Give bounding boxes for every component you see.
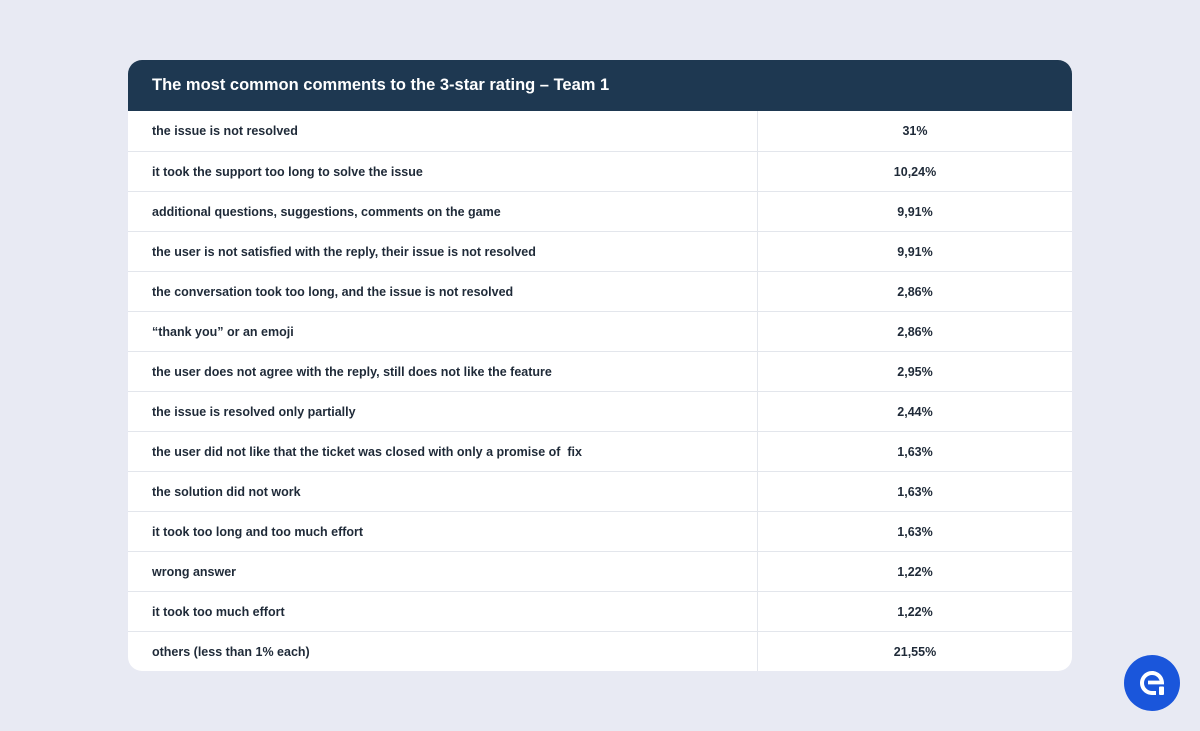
table-title: The most common comments to the 3-star rating – Team 1 — [128, 60, 1072, 111]
brand-logo-glyph — [1137, 668, 1167, 698]
row-label: it took the support too long to solve the issue — [128, 152, 758, 191]
row-value: 2,44% — [897, 404, 933, 419]
table-row — [128, 631, 1072, 671]
row-label: the solution did not work — [128, 472, 758, 511]
row-label: wrong answer — [128, 552, 758, 591]
table-row — [128, 591, 1072, 631]
table-row — [128, 431, 1072, 471]
comments-table-card — [128, 60, 1072, 671]
row-label: “thank you” or an emoji — [128, 312, 758, 351]
row-value: 21,55% — [893, 644, 937, 659]
row-value: 2,86% — [897, 324, 933, 339]
row-value: 1,22% — [897, 604, 933, 619]
row-label: the issue is not resolved — [128, 111, 758, 151]
row-value: 2,86% — [897, 284, 933, 299]
row-label: it took too long and too much effort — [128, 512, 758, 551]
row-label: the issue is resolved only partially — [128, 392, 758, 431]
row-value: 10,24% — [893, 164, 937, 179]
table-row — [128, 231, 1072, 271]
row-label: the user is not satisfied with the reply, their issue is not resolved — [128, 232, 758, 271]
row-value: 9,91% — [897, 204, 933, 219]
row-value: 1,22% — [897, 564, 933, 579]
row-value: 31% — [902, 124, 928, 138]
table-row — [128, 511, 1072, 551]
row-value: 1,63% — [897, 444, 933, 459]
row-value: 9,91% — [897, 244, 933, 259]
table-row — [128, 391, 1072, 431]
row-value: 2,95% — [897, 364, 933, 379]
row-label: the user does not agree with the reply, still does not like the feature — [128, 352, 758, 391]
row-value: 1,63% — [897, 524, 933, 539]
table-row — [128, 471, 1072, 511]
table-row — [128, 271, 1072, 311]
row-label: it took too much effort — [128, 592, 758, 631]
table-row — [128, 311, 1072, 351]
table-row — [128, 191, 1072, 231]
row-label: additional questions, suggestions, comments on the game — [128, 192, 758, 231]
brand-logo-icon[interactable] — [1124, 655, 1180, 711]
row-label: the conversation took too long, and the issue is not resolved — [128, 272, 758, 311]
row-label: the user did not like that the ticket was closed with only a promise of fix — [128, 432, 758, 471]
table-body — [128, 111, 1072, 671]
table-row — [128, 351, 1072, 391]
table-row — [128, 151, 1072, 191]
table-row — [128, 551, 1072, 591]
table-row — [128, 111, 1072, 151]
row-value: 1,63% — [897, 484, 933, 499]
row-label: others (less than 1% each) — [128, 632, 758, 671]
